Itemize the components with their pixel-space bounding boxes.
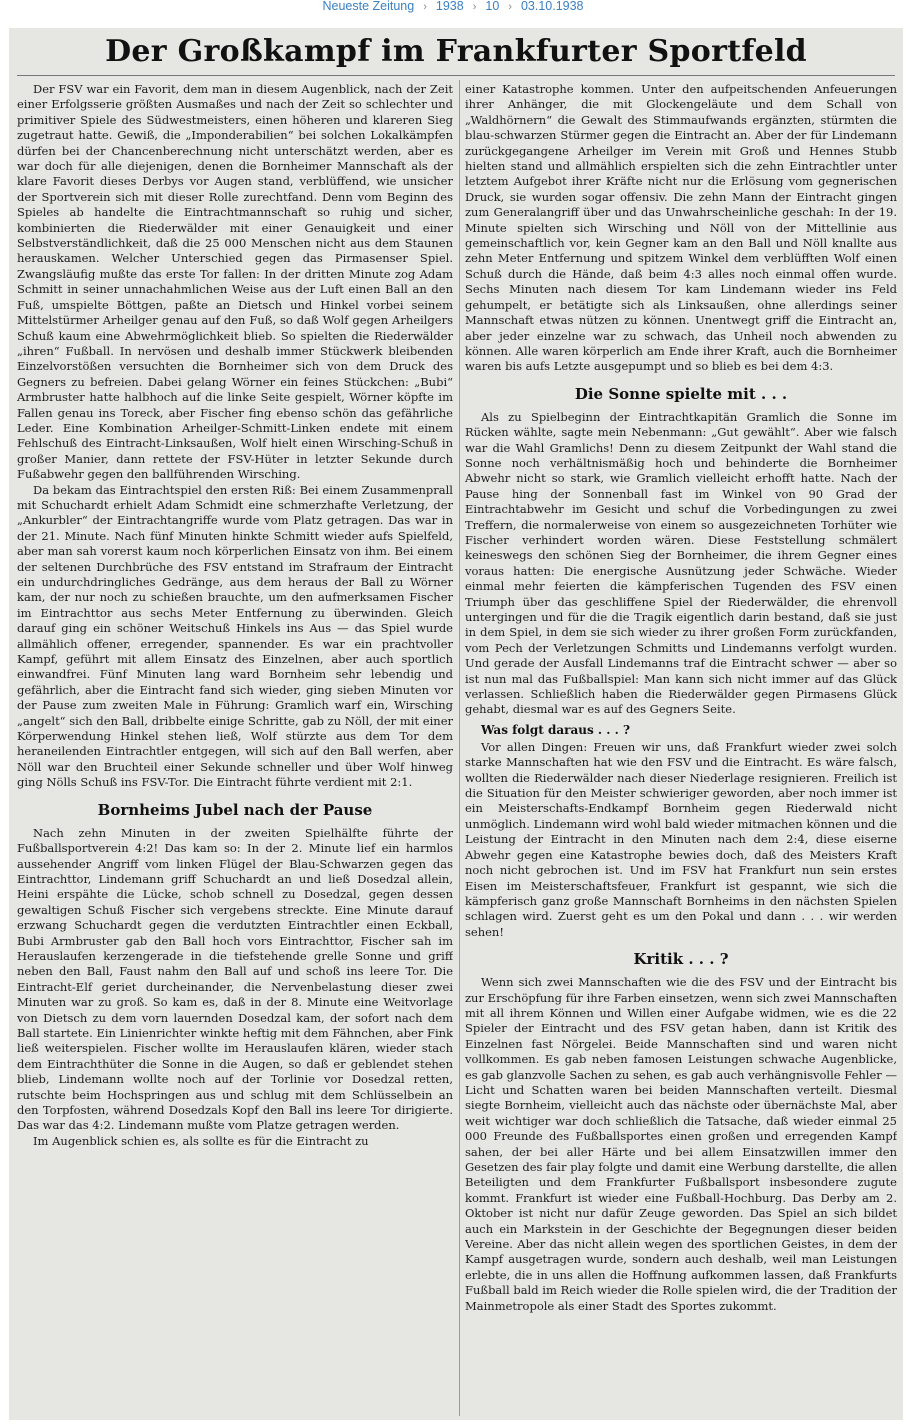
newspaper-page-scan — [9, 28, 903, 1420]
breadcrumb — [0, 0, 906, 18]
article-paragraph: Wenn sich zwei Mannschaften wie die des FSV und der Eintracht bis zur Erschöpfung für ihre Farben einsetzen, wenn sich zwei Mannschaften mit all ihrem Können und Willen einer Aufgabe widmen, wie es die 22 Spieler der Eintracht und des FSV getan haben, dann ist Kritik des Einzelnen fast Nörgelei. Beide Mannschaften sind und waren nicht vollkommen. Es gab neben famosen Leistungen schwache Augenblicke, es gab glanzvolle Sachen zu sehen, es gab auch verhängnisvolle Fehler — Licht und Schatten waren bei beiden Mannschaften verteilt. Diesmal siegte Bornheim, vielleicht auch das nächste oder übernächste Mal, aber weit wichtiger war doch schließlich die Tatsache, daß wieder einmal 25 000 Freunde des Fußballsportes einen großen und erregenden Kampf sahen, der bei aller Härte und bei allem Einsatzwillen immer den Gesetzen des fair play folgte und damit eine Werbung darstellte, die allen Beteiligten und dem Frankfurter Fußballsport insbesondere zugute kommt. Frankfurt ist wieder eine Fußball-Hochburg. Das Derby am 2. Oktober ist nicht nur dafür Zeuge geworden. Das Spiel an sich bildet auch ein Markstein in der Geschichte der Begegnungen dieser beiden Vereine. Aber das nicht allein wegen des sportlichen Geistes, in dem der Kampf ausgetragen wurde, sondern auch deshalb, weil man Leistungen erlebte, die in uns allen die Hoffnung aufkommen lassen, daß Frankfurts Fußball bald im Reich wieder die Rolle spielen wird, die der Tradition der Mainmetropole als einer Stadt des Sportes zukommt. — [465, 975, 897, 1313]
breadcrumb-separator-icon: › — [472, 1, 477, 13]
section-heading: Die Sonne spielte mit . . . — [574, 384, 788, 403]
breadcrumb-separator-icon: › — [508, 1, 512, 13]
column-divider — [459, 80, 460, 1416]
breadcrumb-separator-icon: › — [423, 1, 427, 13]
section-subheading: Was folgt daraus . . . ? — [481, 722, 630, 737]
article-headline: Der Großkampf im Frankfurter Sportfeld — [105, 34, 807, 69]
article-paragraph: Vor allen Dingen: Freuen wir uns, daß Frankfurt wieder zwei solch starke Mannschaften hat wie den FSV und die Eintracht. Es wäre falsch, wollten die Riederwälder nach dieser Niederlage resignieren. Freilich ist die Situation für den Meister schwieriger geworden, aber noch immer ist ein Meisterschafts-Endkampf Bornheim gegen Riederwald nicht unmöglich. Lindemann wird wohl bald wieder mitmachen können und die Leistung der Eintracht in den Minuten nach dem 2:4, diese eiserne Abwehr gegen eine Katastrophe bewies doch, daß des Meisters Kraft noch nicht gebrochen ist. Und im FSV hat Frankfurt nun sein erstes Eisen im Meisterschaftsfeuer, Frankfurt ist gespannt, wie sich die kämpferisch ganz große Mannschaft Bornheims in den nächsten Spielen schlagen wird. Zuerst geht es um den Pokal und dann . . . wir werden sehen! — [465, 739, 897, 939]
breadcrumb-date-link[interactable]: 03.10.1938 — [520, 0, 584, 13]
article-paragraph: Der FSV war ein Favorit, dem man in diesem Augenblick, nach der Zeit einer Erfolgsserie größten Ausmaßes und nach der Zeit so schlechter und primitiver Spiele des Südwestmeisters, einen höheren und klareren Sieg zugetraut hatte. Gewiß, die „Imponderabilien“ bei solchen Lokalkämpfen dürfen bei der Chancenberechnung nicht unterschätzt werden, aber es war doch für alle diejenigen, denen die Bornheimer Mannschaft als der klare Favorit dieses Derbys vor Augen stand, verblüffend, wie unsicher der Sportverein sich mit dieser Rolle zurechtfand. Denn vom Beginn des Spieles ab handelte die Eintrachtmannschaft so ruhig und sicher, kombinierten die Riederwälder mit einer Genauigkeit und einer Selbstverständlichkeit, daß die 25 000 Menschen nicht aus dem Staunen herauskamen. Welcher Unterschied gegen das Pirmasenser Spiel. Zwangsläufig mußte das erste Tor fallen: In der dritten Minute zog Adam Schmitt in seiner unnachahmlichen Weise aus der Luft einen Ball an den Fuß, umspielte Böttgen, paßte an Dietsch und Hinkel vorbei seinem Mittelstürmer Arheilger genau auf den Fuß, so daß Wolf gegen Arheilgers Schuß kaum eine Abwehrmöglichkeit blieb. So spielten die Riederwälder „ihren“ Fußball. In nervösen und deshalb immer Stückwerk bleibenden Einzelvorstößen versuchten die Bornheimer sich von dem Druck des Gegners zu befreien. Dabei gelang Wörner ein feines Stückchen: „Bubi“ Armbruster hatte halbhoch auf die linke Seite gespielt, Wörner köpfte im Fallen genau ins Toreck, aber Fischer fing ebenso schön das gefährliche Leder. Eine Kombination Arheilger-Schmitt-Linken endete mit einem Fehlschuß des Eintracht-Linksaußen, Wolf hielt einen Wirsching-Schuß in großer Manier, dann rettete der FSV-Hüter in letzter Sekunde durch Fußabwehr gegen den ballführenden Wirsching. — [17, 82, 453, 482]
article-right-column — [465, 82, 897, 1416]
section-heading: Bornheims Jubel nach der Pause — [97, 800, 373, 819]
headline-rule — [17, 75, 895, 76]
article-paragraph: Da bekam das Eintrachtspiel den ersten Riß: Bei einem Zusammenprall mit Schuchardt erhielt Adam Schmidt eine schmerzhafte Verletzung, der „Ankurbler“ der Eintrachtangriffe wurde vom Platz getragen. Das war in der 21. Minute. Nach fünf Minuten hinkte Schmitt wieder aufs Spielfeld, aber man sah vorerst kaum noch körperlichen Einsatz von ihm. Bei einem der seltenen Durchbrüche des FSV entstand im Strafraum der Eintracht ein undurchdringliches Gedränge, aus dem heraus der Ball zu Wörner kam, der nur noch zu schießen brauchte, um den aufmerksamen Fischer im Eintrachttor aus sechs Meter Entfernung zu überwinden. Gleich darauf ging ein schöner Weitschuß Hinkels ins Aus — das Spiel wurde allmählich offener, erregender, spannender. Es war ein prachtvoller Kampf, geführt mit allem Einsatz des Einzelnen, aber auch sportlich einwandfrei. Fünf Minuten lang ward Bornheim sehr lebendig und gefährlich, aber die Eintracht fand sich wieder, ging sieben Minuten vor der Pause zum zweiten Male in Führung: Gramlich warf ein, Wirsching „angelt“ sich den Ball, dribbelte einige Schritte, gab zu Nöll, der mit einer Körperwendung Hinkel stehen ließ, Wolf stürzte aus dem Tor dem heraneilenden Eintrachtler entgegen, will sich auf den Ball werfen, aber Nöll war den Bruchteil einer Sekunde schneller und über Wolf hinweg ging Nölls Schuß ins FSV-Tor. Die Eintracht führte verdient mit 2:1. — [17, 482, 453, 790]
article-paragraph: Nach zehn Minuten in der zweiten Spielhälfte führte der Fußballsportverein 4:2! Das kam so: In der 2. Minute lief ein harmlos aussehender Angriff vom linken Flügel der Blau-Schwarzen gegen das Eintrachttor, Lindemann griff Schuchardt an und ließ Dosedzal allein, Heini erspähte die Lücke, schob schnell zu Dosedzal, gegen dessen gewaltigen Schuß Fischer sich vergebens streckte. Eine Minute darauf erzwang Schuchardt gegen die verdutzten Eintrachtler einen Eckball, Bubi Armbruster gab den Ball hoch vors Eintrachttor, Fischer sah im Herauslaufen kerzengerade in die tiefstehende grelle Sonne und griff neben den Ball, Faust nahm den Ball auf und schoß ins leere Tor. Die Eintracht-Elf geriet durcheinander, die Nervenbelastung dieser zwei Minuten war zu groß. So kam es, daß in der 8. Minute eine Weitvorlage von Dietsch zu dem vorn lauernden Dosedzal kam, der sofort nach dem Ball startete. Ein Linienrichter winkte heftig mit dem Fähnchen, aber Fink ließ weiterspielen. Fischer wollte im Herauslaufen klären, wieder stach dem Eintrachthüter die Sonne in die Augen, so daß er geblendet stehen blieb, Lindemann wollte noch auf der Torlinie vor Dosedzal retten, rutschte beim Hochspringen aus und schlug mit dem Schlüsselbein an den Torpfosten, während Dosedzals Kopf den Ball ins leere Tor dirigierte. Das war das 4:2. Lindemann mußte vom Platze getragen werden. — [17, 825, 453, 1133]
breadcrumb-newspaper-link[interactable]: Neueste Zeitung — [322, 0, 415, 13]
article-paragraph: Als zu Spielbeginn der Eintrachtkapitän Gramlich die Sonne im Rücken wählte, sagte mein Nebenmann: „Gut gewählt“. Aber wie falsch war die Wahl Gramlichs! Denn zu diesem Zeitpunkt der Wahl stand die Sonne noch verhältnismäßig hoch und behinderte die Bornheimer Abwehr nicht so stark, wie Gramlich vielleicht erhofft hatte. Nach der Pause hing der Sonnenball fast im Winkel von 90 Grad der Eintrachtabwehr im Gesicht und schuf die Vorbedingungen zu zwei Treffern, die normalerweise von einem so ausgezeichneten Torhüter wie Fischer verhindert worden wären. Diese Feststellung schmälert keineswegs den schönen Sieg der Bornheimer, die ihrem Gegner eines voraus hatten: Die energische Ausnützung jeder Schwäche. Wieder einmal mehr feierten die kämpferischen Tugenden des FSV einen Triumph über das geschliffene Spiel der Riederwälder, die ehrenvoll untergingen und für die die Tragik eigentlich darin bestand, daß sie just in dem Spiel, in dem sie sich wieder zu ihrer großen Form zurückfanden, vom Pech der Verletzungen Schmitts und Lindemanns verfolgt wurden. Und gerade der Ausfall Lindemanns traf die Eintracht schwer — aber so ist nun mal das Fußballspiel: Man kann sich nicht immer auf das Glück verlassen. Schließlich haben die Riederwälder gegen Pirmasens Glück gehabt, diesmal war es auf des Gegners Seite. — [465, 409, 897, 717]
section-heading: Kritik . . . ? — [633, 950, 729, 969]
breadcrumb-year-link[interactable]: 1938 — [435, 0, 464, 13]
article-left-column — [17, 82, 453, 1316]
breadcrumb-month-link[interactable]: 10 — [485, 0, 500, 13]
article-paragraph: einer Katastrophe kommen. Unter den aufpeitschenden Anfeuerungen ihrer Anhänger, die mit Glockengeläute und dem Schall von „Waldhörnern“ die Gewalt des Stimmaufwands ergänzten, stürmten die blau-schwarzen Stürmer gegen die Eintracht an. Aber der für Lindemann zurückgegangene Arheilger im Verein mit Groß und Hennes Stubb hielten stand und allmählich erspielten sich die zehn Eintrachtler unter letztem Aufgebot ihrer Kräfte nicht nur die Erlösung vom gegnerischen Druck, sie wurden sogar offensiv. Die zehn Mann der Eintracht gingen zum Generalangriff über und das Unwahrscheinliche geschah: In der 19. Minute spielten sich Wirsching und Nöll von der Mittellinie aus gemeinschaftlich vor, kein Gegner kam an den Ball und Nöll knallte aus zehn Meter Entfernung und spitzem Winkel dem verblüfften Wolf einen Schuß durch die Hände, daß beim 4:3 alles noch einmal offen wurde. Sechs Minuten nach diesem Tor kam Lindemann wieder ins Feld gehumpelt, er betätigte sich als Linksaußen, ohne allerdings seiner Mannschaft etwas nützen zu können. Unentwegt griff die Eintracht an, aber jeder einzelne war zu schwach, das Unheil noch abwenden zu können. Alle waren körperlich am Ende ihrer Kraft, auch die Bornheimer waren bis aufs Letzte ausgepumpt und so blieb es bei dem 4:3. — [465, 82, 897, 374]
article-paragraph: Im Augenblick schien es, als sollte es für die Eintracht zu — [33, 1133, 369, 1148]
